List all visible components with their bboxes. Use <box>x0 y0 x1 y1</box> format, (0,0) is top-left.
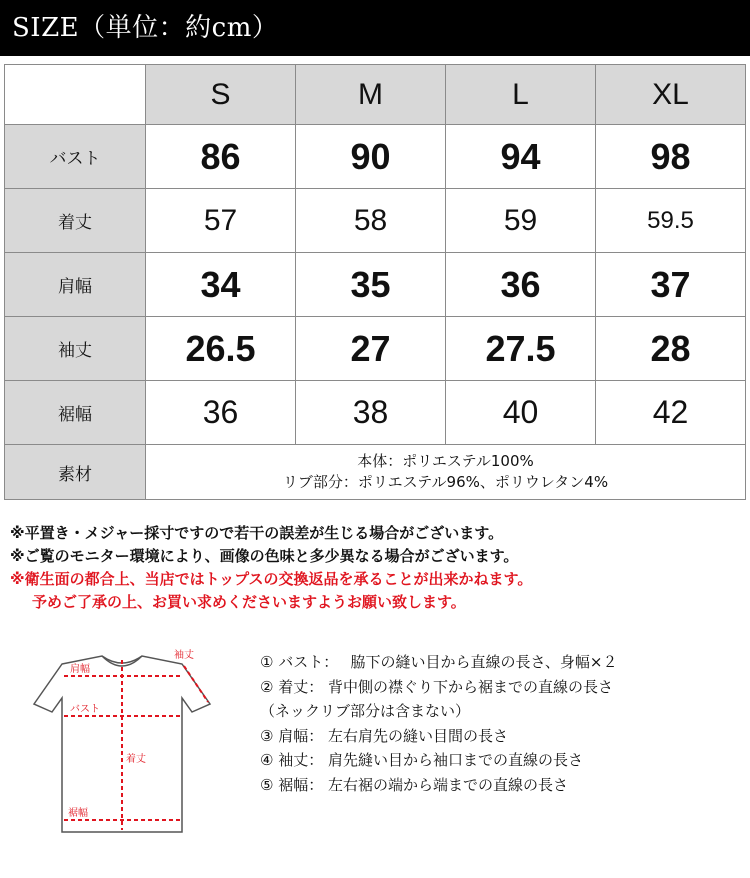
table-cell: 58 <box>296 189 446 253</box>
corner-cell <box>5 65 146 125</box>
table-cell: 40 <box>446 381 596 445</box>
table-row-bust <box>5 125 746 189</box>
legend-item-sleeve: ④ 袖丈： 肩先縫い目から袖口までの直線の長さ <box>260 751 583 769</box>
table-row-length <box>5 189 746 253</box>
table-cell: 42 <box>596 381 746 445</box>
legend-item-length-note: （ネックリブ部分は含まない） <box>260 702 471 720</box>
table-cell: 28 <box>596 317 746 381</box>
size-header: SIZE（単位：約cm） <box>0 0 750 56</box>
table-cell: 38 <box>296 381 446 445</box>
legend-item-length: ② 着丈： 背中側の襟ぐり下から裾までの直線の長さ <box>260 677 613 696</box>
table-row-shoulder <box>5 253 746 317</box>
length-label: 着丈 <box>126 754 146 765</box>
table-cell: 90 <box>296 125 446 189</box>
legend-item-hem: ⑤ 裾幅： 左右裾の端から端までの直線の長さ <box>260 775 568 794</box>
shoulder-label: 肩幅 <box>70 664 90 675</box>
note-line-4: 予めご了承の上、お買い求めくださいますようお願い致します。 <box>32 593 466 611</box>
material-line-1: 本体：ポリエステル100% <box>357 452 534 470</box>
size-l-header: L <box>446 65 596 125</box>
size-s-header: S <box>146 65 296 125</box>
table-cell: 27.5 <box>446 317 596 381</box>
row-label: 裾幅 <box>5 381 146 445</box>
table-cell: 94 <box>446 125 596 189</box>
row-label: 袖丈 <box>5 317 146 381</box>
note-line-2: ※ご覧のモニター環境により、画像の色味と多少異なる場合がございます。 <box>10 547 519 565</box>
legend-item-shoulder: ③ 肩幅： 左右肩先の縫い目間の長さ <box>260 726 508 745</box>
table-cell: 36 <box>146 381 296 445</box>
table-cell: 59 <box>446 189 596 253</box>
note-line-3: ※衛生面の都合上、当店ではトップスの交換返品を承ることが出来かねます。 <box>10 570 533 588</box>
size-m-header: M <box>296 65 446 125</box>
row-label: バスト <box>5 125 146 189</box>
measurement-legend <box>260 650 740 797</box>
legend-item-bust: ① バスト： 脇下の縫い目から直線の長さ、身幅×２ <box>260 653 618 671</box>
row-label: 素材 <box>5 445 146 500</box>
material-line-2: リブ部分：ポリエステル96%、ポリウレタン4% <box>282 473 609 491</box>
size-table <box>4 64 746 500</box>
size-xl-header: XL <box>596 65 746 125</box>
table-cell: 27 <box>296 317 446 381</box>
table-row-material <box>5 445 746 500</box>
table-cell: 35 <box>296 253 446 317</box>
table-cell: 37 <box>596 253 746 317</box>
table-cell: 36 <box>446 253 596 317</box>
sleeve-label: 袖丈 <box>174 650 194 661</box>
row-label: 着丈 <box>5 189 146 253</box>
table-row-sleeve <box>5 317 746 381</box>
notes <box>10 522 740 614</box>
table-cell: 57 <box>146 189 296 253</box>
table-cell: 26.5 <box>146 317 296 381</box>
table-cell: 86 <box>146 125 296 189</box>
material-cell <box>146 445 746 500</box>
table-row-hem <box>5 381 746 445</box>
bust-label: バスト <box>70 704 100 715</box>
table-cell: 98 <box>596 125 746 189</box>
note-line-1: ※平置き・メジャー採寸ですので若干の誤差が生じる場合がございます。 <box>10 524 504 542</box>
table-cell: 59.5 <box>596 189 746 253</box>
hem-label: 裾幅 <box>68 808 88 819</box>
tshirt-diagram <box>22 646 222 846</box>
row-label: 肩幅 <box>5 253 146 317</box>
table-cell: 34 <box>146 253 296 317</box>
size-header-row <box>5 65 746 125</box>
